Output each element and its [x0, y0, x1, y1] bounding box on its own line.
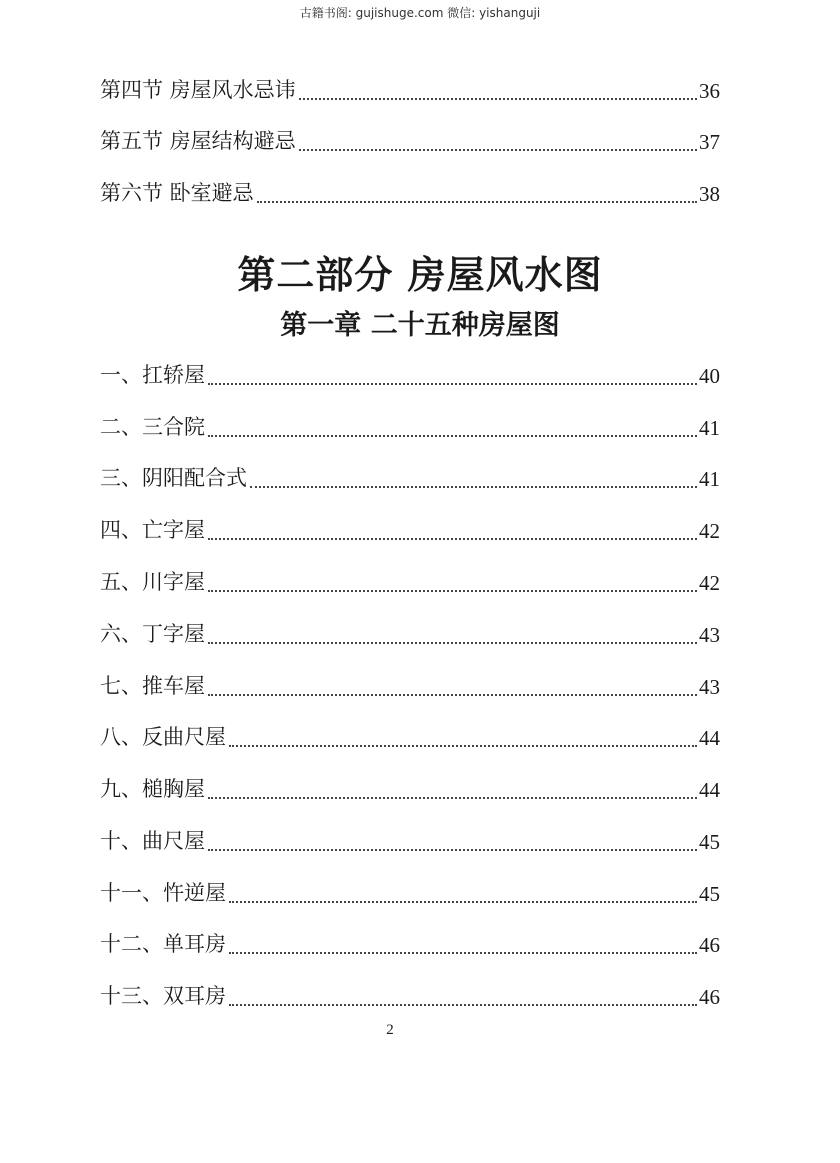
dot-leader	[299, 135, 697, 151]
toc-entry[interactable]	[100, 74, 720, 104]
toc-entry-label: 六、丁字屋	[100, 622, 205, 646]
toc-entry-label: 第五节 房屋结构避忌	[100, 129, 296, 153]
toc-entry-label: 第四节 房屋风水忌讳	[100, 78, 296, 102]
toc-entry-label: 一、扛轿屋	[100, 363, 205, 387]
toc-entry-page: 37	[699, 130, 720, 154]
toc-entry[interactable]	[100, 514, 720, 544]
dot-leader	[299, 84, 697, 100]
toc-entry-page: 38	[699, 182, 720, 206]
toc-entry[interactable]	[100, 462, 720, 492]
dot-leader	[229, 887, 697, 903]
dot-leader	[208, 783, 697, 799]
dot-leader	[208, 680, 697, 696]
toc-entry[interactable]	[100, 359, 720, 389]
toc-entry-page: 45	[699, 830, 720, 854]
toc-entry-label: 九、槌胸屋	[100, 777, 205, 801]
toc-entry[interactable]	[100, 125, 720, 155]
toc-entry[interactable]	[100, 877, 720, 907]
toc-entry-label: 第六节 卧室避忌	[100, 181, 254, 205]
toc-entry-label: 四、亡字屋	[100, 518, 205, 542]
toc-entry[interactable]	[100, 825, 720, 855]
page-number: 2	[386, 1022, 394, 1038]
part-title: 第二部分 房屋风水图	[237, 252, 603, 297]
toc-entry-label: 三、阴阳配合式	[100, 466, 247, 490]
dot-leader	[208, 369, 697, 385]
toc-entry-label: 十二、单耳房	[100, 932, 226, 956]
toc-entry-page: 45	[699, 882, 720, 906]
toc-entry-label: 八、反曲尺屋	[100, 725, 226, 749]
dot-leader	[229, 938, 697, 954]
toc-entry-label: 十、曲尺屋	[100, 829, 205, 853]
toc-entry[interactable]	[100, 928, 720, 958]
toc-entry[interactable]	[100, 618, 720, 648]
toc-entry-label: 二、三合院	[100, 415, 205, 439]
dot-leader	[229, 990, 697, 1006]
toc-entry[interactable]	[100, 177, 720, 207]
toc-entry-page: 43	[699, 675, 720, 699]
toc-entry-page: 43	[699, 623, 720, 647]
toc-entry[interactable]	[100, 773, 720, 803]
toc-entry-label: 七、推车屋	[100, 674, 205, 698]
toc-entry[interactable]	[100, 980, 720, 1010]
toc-entry[interactable]	[100, 411, 720, 441]
toc-entry-page: 46	[699, 985, 720, 1009]
toc-entry-page: 46	[699, 933, 720, 957]
dot-leader	[208, 835, 697, 851]
dot-leader	[229, 731, 697, 747]
dot-leader	[208, 421, 697, 437]
toc-entry-page: 44	[699, 726, 720, 750]
toc-entry[interactable]	[100, 670, 720, 700]
toc-entry-page: 41	[699, 467, 720, 491]
toc-entry-page: 42	[699, 571, 720, 595]
toc-entry-page: 40	[699, 364, 720, 388]
toc-entry-page: 42	[699, 519, 720, 543]
chapter-title: 第一章 二十五种房屋图	[280, 310, 560, 341]
dot-leader	[208, 524, 697, 540]
toc-entry[interactable]	[100, 721, 720, 751]
toc-entry-label: 十一、忤逆屋	[100, 881, 226, 905]
toc-entry-label: 五、川字屋	[100, 570, 205, 594]
toc-entry-label: 十三、双耳房	[100, 984, 226, 1008]
dot-leader	[208, 628, 697, 644]
dot-leader	[257, 187, 697, 203]
toc-entry-page: 44	[699, 778, 720, 802]
toc-entry-page: 36	[699, 79, 720, 103]
watermark: 古籍书阁: gujishuge.com 微信: yishanguji	[299, 6, 541, 20]
dot-leader	[250, 472, 697, 488]
toc-entry-page: 41	[699, 416, 720, 440]
toc-entry[interactable]	[100, 566, 720, 596]
dot-leader	[208, 576, 697, 592]
